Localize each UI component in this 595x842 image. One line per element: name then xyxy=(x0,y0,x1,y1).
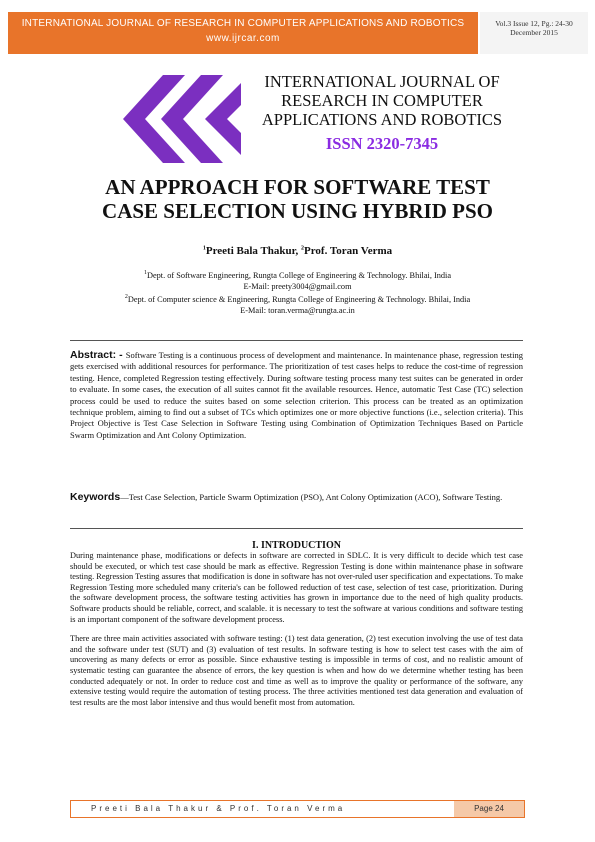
volume-box xyxy=(480,12,588,54)
affiliations xyxy=(40,268,555,316)
paper-title-line: AN APPROACH FOR SOFTWARE TEST xyxy=(105,175,490,199)
journal-title xyxy=(248,72,516,129)
journal-logo xyxy=(123,75,241,163)
abstract-label: Abstract: - xyxy=(70,349,126,361)
keywords-text: —Test Case Selection, Particle Swarm Optimization (PSO), Ant Colony Optimization (ACO), Software Testing. xyxy=(120,492,503,502)
journal-header-bar xyxy=(8,12,478,54)
issn: ISSN 2320-7345 xyxy=(325,134,439,153)
abstract-text: Software Testing is a continuous process of development and maintenance. In maintenance phase, regression testing gets exercised with additional resources for performance. The prioritization of test cases helps to reduce the cost-time of regression testing. Hence, completed Regression testing effectively. During software testing process many test suites can be generated in order to evaluate. In some cases, the execution of all suites cannot fit the available resources. Hence, automatic Test Case (TC) selection process could be used to reduce the suites based on some selection criterion. This process can be treated as an optimization technique problem, aiming to find out a subset of TCs which optimizes one or more objective functions (i.e., selection criteria). This Project Objective is Test Case Selection in Software Testing using Combination of Optimization Techniques Based on Particle Swarm Optimization and Ant Colony Optimization. xyxy=(70,350,523,440)
section-heading: I. INTRODUCTION xyxy=(252,540,341,551)
page-number: Page 24 xyxy=(454,801,524,817)
author-index: 2 xyxy=(301,245,305,252)
authors xyxy=(40,245,555,257)
page-footer xyxy=(70,800,525,818)
divider xyxy=(70,528,523,529)
affiliation-index: 1 xyxy=(143,270,147,276)
author-name: Prof. Toran Verma xyxy=(304,245,393,257)
email[interactable]: E-Mail: preety3004@gmail.com xyxy=(243,281,352,291)
author-name: Preeti Bala Thakur, xyxy=(205,245,302,257)
affiliation-text: Dept. of Computer science & Engineering, Rungta College of Engineering & Technology. Bhilai, India xyxy=(127,294,471,304)
email[interactable]: E-Mail: toran.verma@rungta.ac.in xyxy=(240,305,355,315)
paper-title xyxy=(40,175,555,223)
keywords xyxy=(70,492,523,503)
section-body xyxy=(70,551,523,717)
paragraph: During maintenance phase, modifications or defects in software are corrected in SDLC. It is very difficult to decide which test case should be executed, or which test case should be mark as effective. Regression Testing is done within maintenance phase in software testing. Regression Testing assures that modification is done in software has not over-ruled user specification and expectations. To make Regression Testing more scheduled many criteria's can be followed reduction of test case, selection of test case, prioritization. During the software development process, the software testing activities has grown in importance due to the need of high quality products. Software products should be reliable, correct, and scalable. it is necessary to test the software at various conditions and software testing is an important component of the software development process. xyxy=(70,551,523,624)
issue-date: December 2015 xyxy=(510,28,558,37)
journal-title-line: APPLICATIONS AND ROBOTICS xyxy=(261,110,503,129)
journal-name-bar: INTERNATIONAL JOURNAL OF RESEARCH IN COMPUTER APPLICATIONS AND ROBOTICS xyxy=(21,18,465,29)
affiliation xyxy=(40,292,555,305)
footer-authors: Preeti Bala Thakur & Prof. Toran Verma xyxy=(91,804,346,813)
affiliation-index: 2 xyxy=(124,293,128,300)
abstract xyxy=(70,350,523,441)
journal-website[interactable]: www.ijrcar.com xyxy=(206,33,280,44)
volume-info: Vol.3 Issue 12, Pg.: 24-30 xyxy=(495,19,573,28)
affiliation-text: Dept. of Software Engineering, Rungta College of Engineering & Technology. Bhilai, India xyxy=(146,270,452,280)
divider xyxy=(70,340,523,341)
affiliation xyxy=(40,268,555,281)
journal-title-line: INTERNATIONAL JOURNAL OF xyxy=(264,72,500,91)
paper-title-line: CASE SELECTION USING HYBRID PSO xyxy=(102,199,493,223)
author-index: 1 xyxy=(202,245,206,252)
journal-title-line: RESEARCH IN COMPUTER xyxy=(281,91,483,110)
paragraph: There are three main activities associated with software testing: (1) test data generation, (2) test execution involving the use of test data and the software under test (SUT) and (3) evaluation of test results. In software testing is how to select test cases with the aim of uncovering as many defects or error as possible. Since exhaustive testing is impossible in terms of cost, and no realistic amount of systematic testing can guarantee the absence of errors, the key question is when and how do we determine whether testing has been conducted adequately or not. In order to reduce cost and time as well as to improve the quality or performance of the software, any extensive testing would require the automation of testing process. The three activities mentioned test data generation and evaluation of test results are the most labor intensive and thus would benefit most from automation. xyxy=(70,634,523,707)
keywords-label: Keywords xyxy=(70,491,121,503)
